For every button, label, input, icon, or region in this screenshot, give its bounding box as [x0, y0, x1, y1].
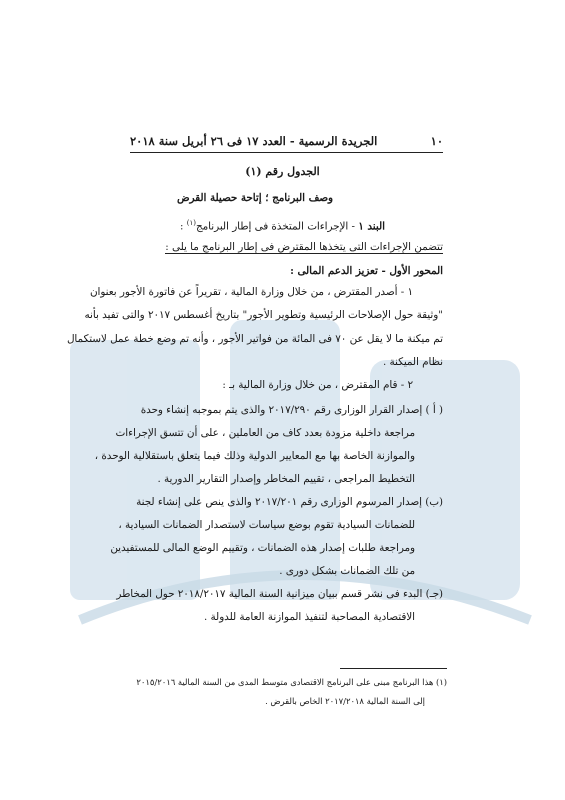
program-description: وصف البرنامج ؛ إتاحة حصيلة القرض: [177, 192, 333, 204]
gazette-issue-line: الجريدة الرسمية - العدد ١٧ فى ٢٦ أبريل سنة ٢٠١٨: [130, 134, 378, 148]
item-a-line-1: ( أ ) إصدار القرار الوزارى رقم ٢٠١٧/٢٩٠ والذى يتم بموجبه إنشاء وحدة: [140, 404, 443, 416]
item-a-line-4: التخطيط المراجعى ، تقييم المخاطر وإصدار التقارير الدورية .: [157, 473, 415, 485]
item-1-footnote-ref: (١): [186, 219, 196, 227]
footnote-line-1: (١) هذا البرنامج مبنى على البرنامج الاقتصادى متوسط المدى من السنة المالية ٢٠١٥/٢٠١٦: [136, 677, 447, 687]
table-title: الجدول رقم (١): [245, 165, 320, 178]
para-2-line-1: ٢ - قام المقترض ، من خلال وزارة المالية بـ :: [222, 379, 413, 391]
item-b-line-3: ومراجعة طلبات إصدار هذه الضمانات ، وتقييم الوضع المالى للمستفيدين: [110, 542, 415, 554]
para-1-line-4: نظام الميكنة .: [382, 356, 443, 368]
page-number: ١٠: [430, 134, 443, 148]
para-1-line-3: تم ميكنة ما لا يقل عن ٧٠ فى المائة من فواتير الأجور ، وأنه تم وضع خطة عمل لاستكمال: [66, 333, 443, 345]
item-c-line-2: الاقتصادية المصاحبة لتنفيذ الموازنة العامة للدولة .: [203, 611, 415, 623]
item-a-line-3: والموازنة الخاصة بها مع المعايير الدولية وذلك فيما يتعلق باستقلالية الوحدة ،: [94, 450, 415, 462]
item-b-line-2: للضمانات السيادية تقوم بوضع سياسات لاستصدار الضمانات السيادية ،: [118, 519, 415, 531]
header-rule: [130, 152, 443, 153]
item-a-line-2: مراجعة داخلية مزودة بعدد كاف من العاملين ، على أن تتسق الإجراءات: [115, 427, 415, 439]
footnote-rule: [340, 668, 447, 669]
item-c-line-1: (جـ) البدء فى نشر قسم ببيان ميزانية السنة المالية ٢٠١٨/٢٠١٧ حول المخاطر: [116, 588, 443, 600]
item-1-heading: [180, 216, 385, 233]
item-1-label: البند ١: [358, 220, 385, 233]
item-b-line-1: (ب) إصدار المرسوم الوزارى رقم ٢٠١٧/٢٠١ والذى ينص على إنشاء لجنة: [136, 496, 443, 508]
item-1-end: :: [179, 220, 187, 233]
page-header: [130, 133, 443, 149]
axis-title: المحور الأول - تعزيز الدعم المالى :: [290, 265, 443, 277]
footnote-line-2: إلى السنة المالية ٢٠١٧/٢٠١٨ الخاص بالقرض .: [265, 696, 425, 706]
includes-text: تتضمن الإجراءات التى يتخذها المقترض فى إطار البرنامج ما يلى :: [165, 241, 443, 253]
para-1-line-1: ١ - أصدر المقترض ، من خلال وزارة المالية ، تقريراً عن فاتورة الأجور بعنوان: [89, 286, 413, 298]
item-1-text: - الإجراءات المتخذة فى إطار البرنامج: [195, 220, 359, 233]
includes-line: [165, 240, 443, 254]
para-1-line-2: "وثيقة حول الإصلاحات الرئيسية وتطوير الأجور" بتاريخ أغسطس ٢٠١٧ والتى تفيد بأنه: [84, 309, 443, 321]
item-b-line-4: من تلك الضمانات بشكل دورى .: [279, 565, 415, 577]
